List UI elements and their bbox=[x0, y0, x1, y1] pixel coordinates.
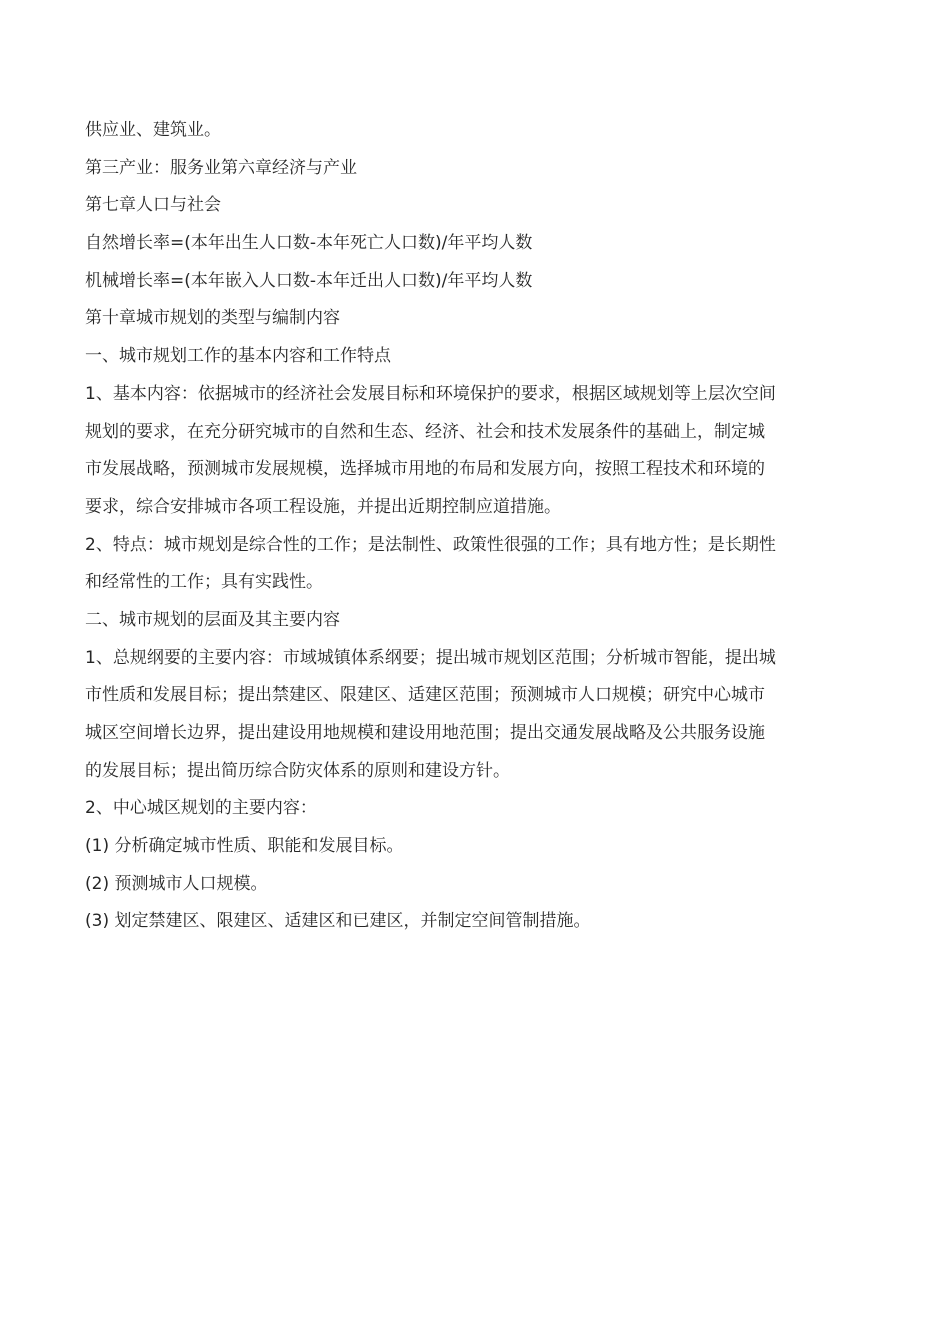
paragraph-line: 和经常性的工作；具有实践性。 bbox=[85, 572, 323, 593]
paragraph-line: 1、基本内容：依据城市的经济社会发展目标和环境保护的要求，根据区域规划等上层次空间 bbox=[85, 383, 776, 404]
document-body bbox=[85, 112, 865, 941]
paragraph-line: 要求，综合安排城市各项工程设施，并提出近期控制应道措施。 bbox=[85, 496, 561, 517]
list-item: (3) 划定禁建区、限建区、适建区和已建区，并制定空间管制措施。 bbox=[85, 911, 591, 932]
section-heading: 二、城市规划的层面及其主要内容 bbox=[85, 609, 340, 630]
text-line: 第三产业：服务业第六章经济与产业 bbox=[85, 157, 357, 178]
text-line: 供应业、建筑业。 bbox=[85, 120, 221, 140]
paragraph-line: 城区空间增长边界，提出建设用地规模和建设用地范围；提出交通发展战略及公共服务设施 bbox=[85, 723, 765, 743]
paragraph-line: 规划的要求，在充分研究城市的自然和生态、经济、社会和技术发展条件的基础上，制定城 bbox=[85, 421, 765, 442]
paragraph-line: 2、中心城区规划的主要内容： bbox=[85, 798, 317, 819]
formula-line: 机械增长率=(本年嵌入人口数-本年迁出人口数)/年平均人数 bbox=[85, 270, 533, 291]
section-heading: 一、城市规划工作的基本内容和工作特点 bbox=[85, 346, 391, 367]
list-item: (2) 预测城市人口规模。 bbox=[85, 873, 268, 894]
chapter-heading: 第七章人口与社会 bbox=[85, 195, 221, 216]
paragraph-line: 市性质和发展目标；提出禁建区、限建区、适建区范围；预测城市人口规模；研究中心城市 bbox=[85, 685, 765, 706]
paragraph-line: 的发展目标；提出简历综合防灾体系的原则和建设方针。 bbox=[85, 760, 510, 781]
paragraph-line: 2、特点：城市规划是综合性的工作；是法制性、政策性很强的工作；具有地方性；是长期性 bbox=[85, 534, 776, 555]
chapter-heading: 第十章城市规划的类型与编制内容 bbox=[85, 308, 340, 329]
formula-line: 自然增长率=(本年出生人口数-本年死亡人口数)/年平均人数 bbox=[85, 233, 533, 254]
paragraph-line: 市发展战略，预测城市发展规模，选择城市用地的布局和发展方向，按照工程技术和环境的 bbox=[85, 459, 765, 480]
paragraph-line: 1、总规纲要的主要内容：市域城镇体系纲要；提出城市规划区范围；分析城市智能，提出城 bbox=[85, 647, 776, 668]
list-item: (1) 分析确定城市性质、职能和发展目标。 bbox=[85, 836, 404, 857]
